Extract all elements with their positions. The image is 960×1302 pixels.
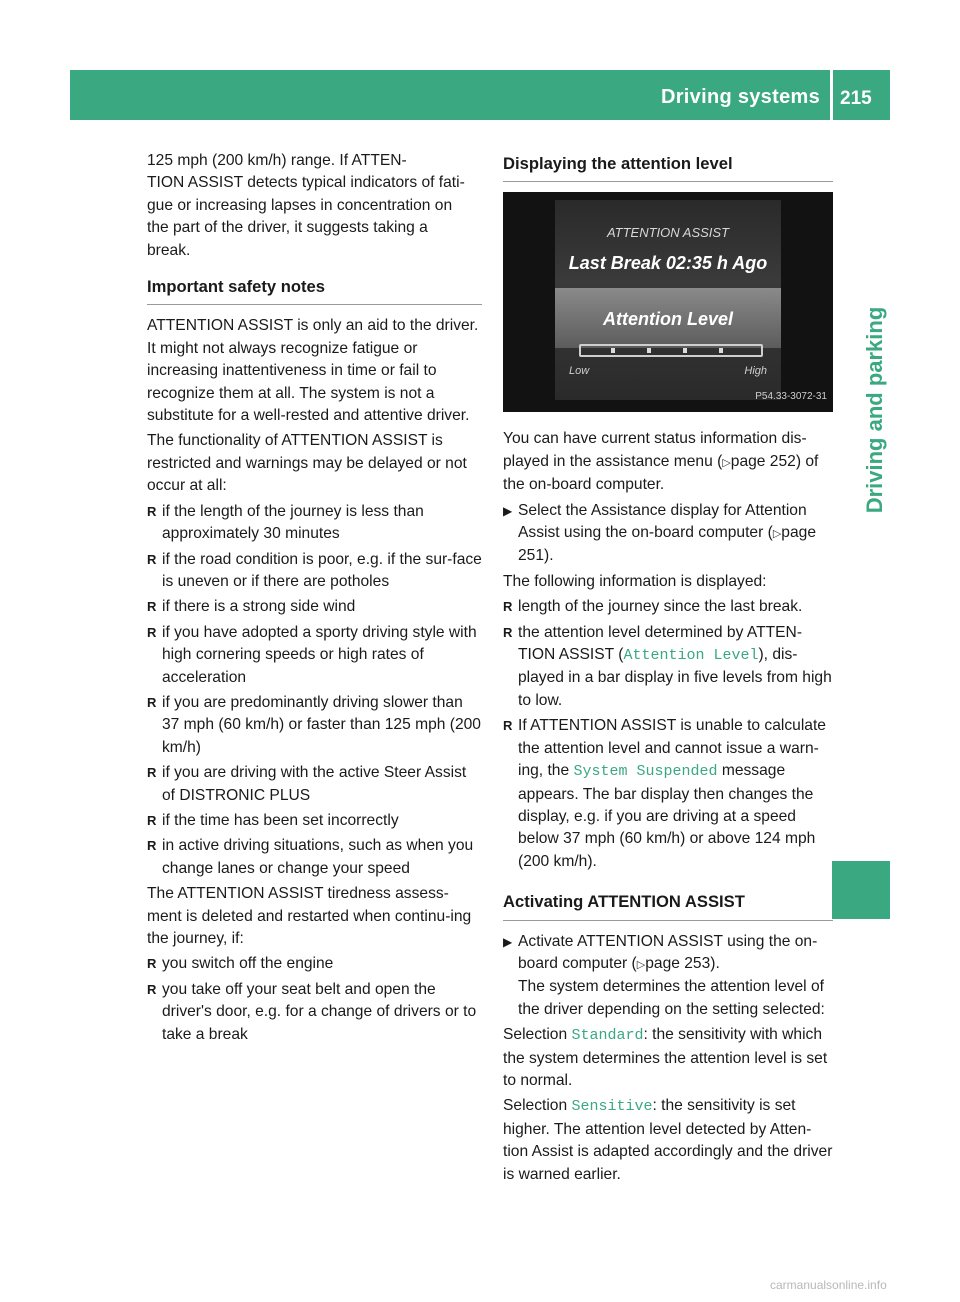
- display-heading: Displaying the attention level: [503, 153, 833, 182]
- page-ref-icon: ▷: [722, 456, 731, 469]
- list-item: R If ATTENTION ASSIST is unable to calculate the attention level and cannot issue a warn-ing, the System Suspended message appears. The bar display then changes the display, e.g. if you are driving at a speed below 37 mph (60 km/h) or above 124 mph (200 km/h).: [503, 715, 833, 873]
- bar-segment: [683, 348, 687, 353]
- header-divider: [830, 70, 833, 120]
- high-label: High: [744, 365, 767, 378]
- list-item: R you take off your seat belt and open the driver's door, e.g. for a change of drivers or to take a break: [147, 979, 482, 1046]
- activating-heading: Activating ATTENTION ASSIST: [503, 891, 833, 920]
- list-item: R the attention level determined by ATTEN-TION ASSIST (Attention Level), dis-played in a bar display in five levels from high to low.: [503, 622, 833, 713]
- status-paragraph: You can have current status information dis-played in the assistance menu (▷page 252) of the on-board computer.: [503, 430, 819, 494]
- selection-sensitive: Selection Sensitive: the sensitivity is set higher. The attention level detected by Atten-tion Assist is adapted accordingly and the driver is warned earlier.: [503, 1097, 833, 1183]
- safety-paragraph-1: ATTENTION ASSIST is only an aid to the driver. It might not always recognize fatigue or increasing inattentiveness in time or fail to recognize them at all. The system is not a substitute for a well-rested and attentive driver.: [147, 317, 479, 425]
- display-screen: [555, 200, 781, 400]
- list-item: R if you are predominantly driving slower than 37 mph (60 km/h) or faster than 125 mph (200 km/h): [147, 692, 482, 759]
- safety-paragraph-2: The functionality of ATTENTION ASSIST is restricted and warnings may be delayed or not occur at all:: [147, 432, 467, 495]
- list-item: R if the road condition is poor, e.g. if the sur-face is uneven or if there are potholes: [147, 549, 482, 594]
- page-number: 215: [840, 88, 872, 109]
- info-paragraph: The following information is displayed:: [503, 572, 767, 590]
- attention-assist-display-image: [503, 192, 833, 412]
- list-item: R if you are driving with the active Steer Assist of DISTRONIC PLUS: [147, 762, 482, 807]
- step-item: ▶ Activate ATTENTION ASSIST using the on-board computer (▷page 253). The system determines the attention level of the driver depending on the setting selected:: [503, 932, 825, 1018]
- step-item: ▶ Select the Assistance display for Attention Assist using the on-board computer (▷page 251).: [503, 501, 816, 565]
- attention-level-label: Attention Level: [602, 309, 733, 330]
- list-item: R if the length of the journey is less than approximately 30 minutes: [147, 501, 482, 546]
- left-column: [147, 150, 482, 1049]
- step-arrow-icon: ▶: [503, 503, 513, 518]
- bar-segment: [647, 348, 651, 353]
- list-item: R if you have adopted a sporty driving style with high cornering speeds or high rates of acceleration: [147, 622, 482, 689]
- step-arrow-icon: ▶: [503, 934, 513, 949]
- watermark: carmanualsonline.info: [770, 1278, 887, 1292]
- section-title: Driving systems: [660, 86, 820, 108]
- list-item: R length of the journey since the last break.: [503, 596, 833, 618]
- restart-paragraph: The ATTENTION ASSIST tiredness assess-ment is deleted and restarted when continu-ing the journey, if:: [147, 885, 472, 947]
- last-break-text: Last Break 02:35 h Ago: [568, 253, 768, 274]
- page-ref-icon: ▷: [636, 958, 646, 971]
- page-ref-icon: ▷: [772, 528, 782, 541]
- list-item: R if there is a strong side wind: [147, 596, 482, 618]
- selection-standard: Selection Standard: the sensitivity with which the system determines the attention level is set to normal.: [503, 1026, 828, 1089]
- intro-paragraph: 125 mph (200 km/h) range. If ATTEN- TION ASSIST detects typical indicators of fati- gue or increasing lapses in concentration on the part of the driver, it suggests taking a break.: [147, 152, 465, 259]
- attention-level-bar: [579, 344, 763, 357]
- bar-segment: [719, 348, 723, 353]
- image-code: P54.33-3072-31: [755, 391, 827, 402]
- list-item: R in active driving situations, such as when you change lanes or change your speed: [147, 835, 482, 880]
- right-column: [503, 150, 833, 1189]
- low-label: Low: [569, 365, 590, 378]
- safety-heading: Important safety notes: [147, 276, 482, 305]
- side-tab-label: Driving and parking: [862, 306, 887, 514]
- side-tab-block: [832, 861, 890, 919]
- list-item: R you switch off the engine: [147, 953, 482, 975]
- list-item: R if the time has been set incorrectly: [147, 810, 482, 832]
- bar-segment: [611, 348, 615, 353]
- display-title: ATTENTION ASSIST: [606, 225, 730, 241]
